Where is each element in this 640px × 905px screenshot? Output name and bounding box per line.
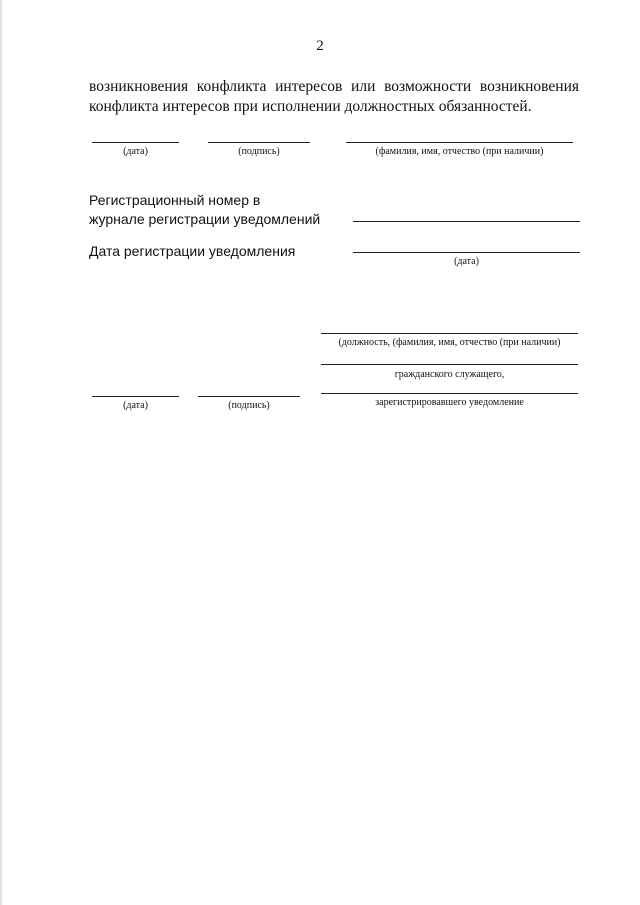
notifier-fullname-caption: (фамилия, имя, отчество (при наличии) <box>375 146 544 157</box>
body-paragraph <box>89 77 579 117</box>
registrar-signature-line[interactable] <box>198 396 300 397</box>
registration-number-line[interactable] <box>353 221 580 222</box>
body-line-1: возникновения конфликта интересов или возможности возникновения <box>89 78 579 95</box>
registrar-position-line[interactable] <box>321 333 578 334</box>
registrar-civil-servant-caption: гражданского служащего, <box>394 369 505 380</box>
page-edge-shadow <box>0 0 3 905</box>
registrar-date-line[interactable] <box>92 396 179 397</box>
registrar-position-caption: (должность, (фамилия, имя, отчество (при наличии) <box>338 337 561 348</box>
registrar-signature-caption: (подпись) <box>228 400 270 411</box>
registration-date-caption: (дата) <box>454 256 479 267</box>
registration-number-label-line-1: Регистрационный номер в <box>89 192 261 208</box>
notifier-signature-line[interactable] <box>208 142 310 143</box>
page-number: 2 <box>316 38 324 54</box>
notifier-date-caption: (дата) <box>123 146 148 157</box>
registrar-registered-caption: зарегистрировавшего уведомление <box>375 397 524 408</box>
notifier-signature-caption: (подпись) <box>238 146 280 157</box>
registrar-registered-line[interactable] <box>321 393 578 394</box>
body-line-2: конфликта интересов при исполнении должностных обязанностей. <box>89 98 532 115</box>
notifier-date-line[interactable] <box>92 142 179 143</box>
registration-date-line[interactable] <box>353 252 580 253</box>
registrar-civil-servant-line[interactable] <box>321 364 578 365</box>
registration-date-label: Дата регистрации уведомления <box>89 243 296 259</box>
registration-number-label-line-2: журнале регистрации уведомлений <box>89 211 321 227</box>
registrar-date-caption: (дата) <box>123 400 148 411</box>
registration-number-label <box>89 191 320 229</box>
notifier-fullname-line[interactable] <box>346 142 573 143</box>
